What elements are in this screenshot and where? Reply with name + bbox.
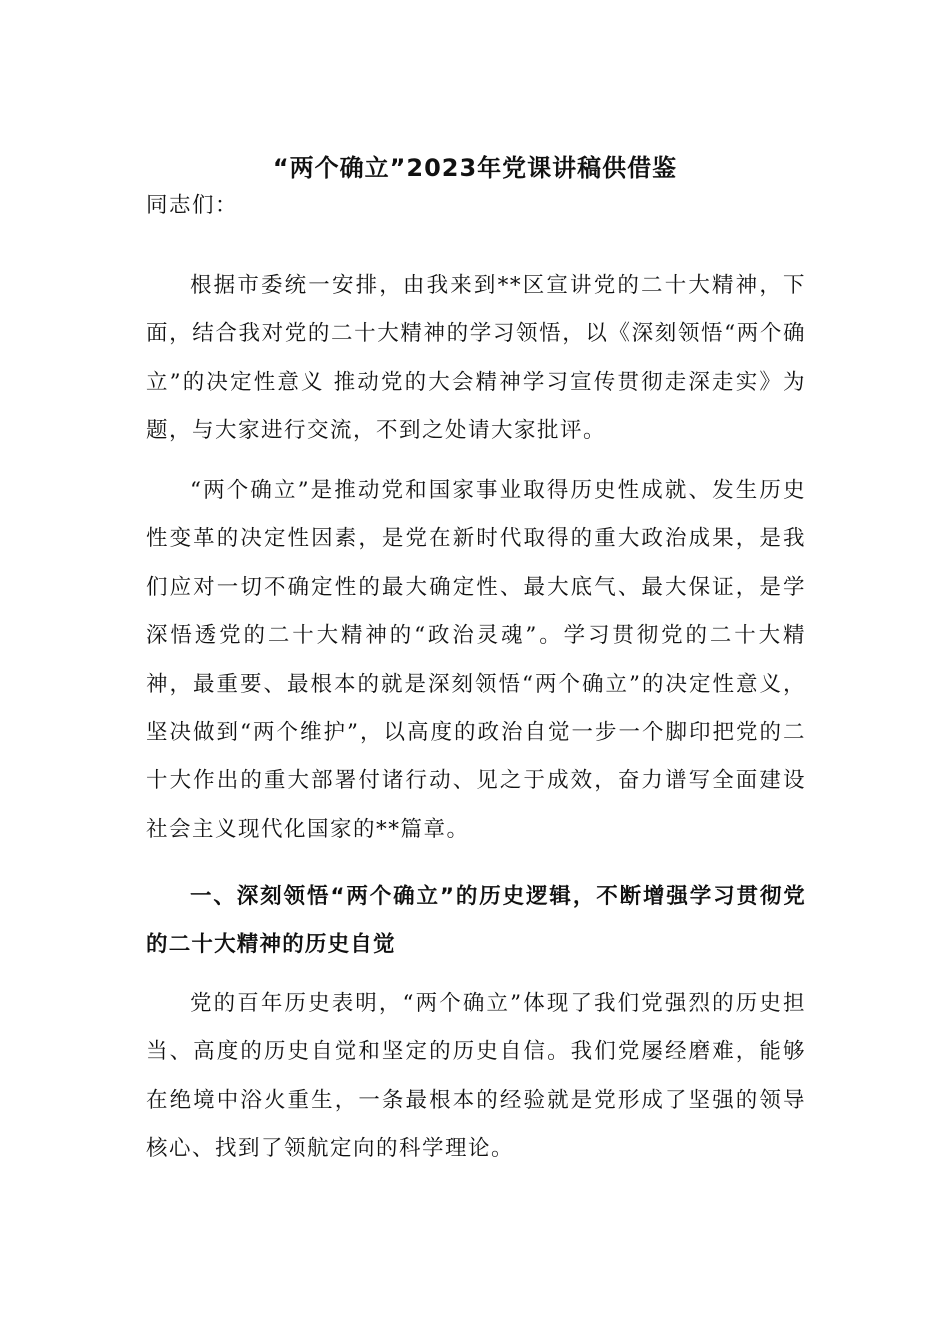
section-heading: 一、深刻领悟“两个确立”的历史逻辑，不断增强学习贯彻党的二十大精神的历史自觉 (146, 884, 806, 958)
document-title: “两个确立”2023年党课讲稿供借鉴 (272, 154, 678, 182)
salutation: 同志们： (146, 193, 239, 218)
two-establishments-paragraph: “两个确立”是推动党和国家事业取得历史性成就、发生历史性变革的决定性因素，是党在新时代取得的重大政治成果，是我们应对一切不确定性的最大确定性、最大底气、最大保证，是学深悟透党的二十大精神的“政治灵魂”。学习贯彻党的二十大精神，最重要、最根本的就是深刻领悟“两个确立”的决定性意义，坚决做到“两个维护”，以高度的政治自觉一步一个脚印把党的二十大作出的重大部署付诸行动、见之于成效，奋力谱写全面建设社会主义现代化国家的**篇章。 (146, 478, 806, 842)
intro-paragraph: 根据市委统一安排，由我来到**区宣讲党的二十大精神，下面，结合我对党的二十大精神的学习领悟，以《深刻领悟“两个确立”的决定性意义 推动党的大会精神学习宣传贯彻走深走实》为题，与大家进行交流，不到之处请大家批评。 (146, 273, 806, 444)
section-paragraph: 党的百年历史表明，“两个确立”体现了我们党强烈的历史担当、高度的历史自觉和坚定的历史自信。我们党屡经磨难，能够在绝境中浴火重生，一条最根本的经验就是党形成了坚强的领导核心、找到了领航定向的科学理论。 (146, 991, 806, 1162)
